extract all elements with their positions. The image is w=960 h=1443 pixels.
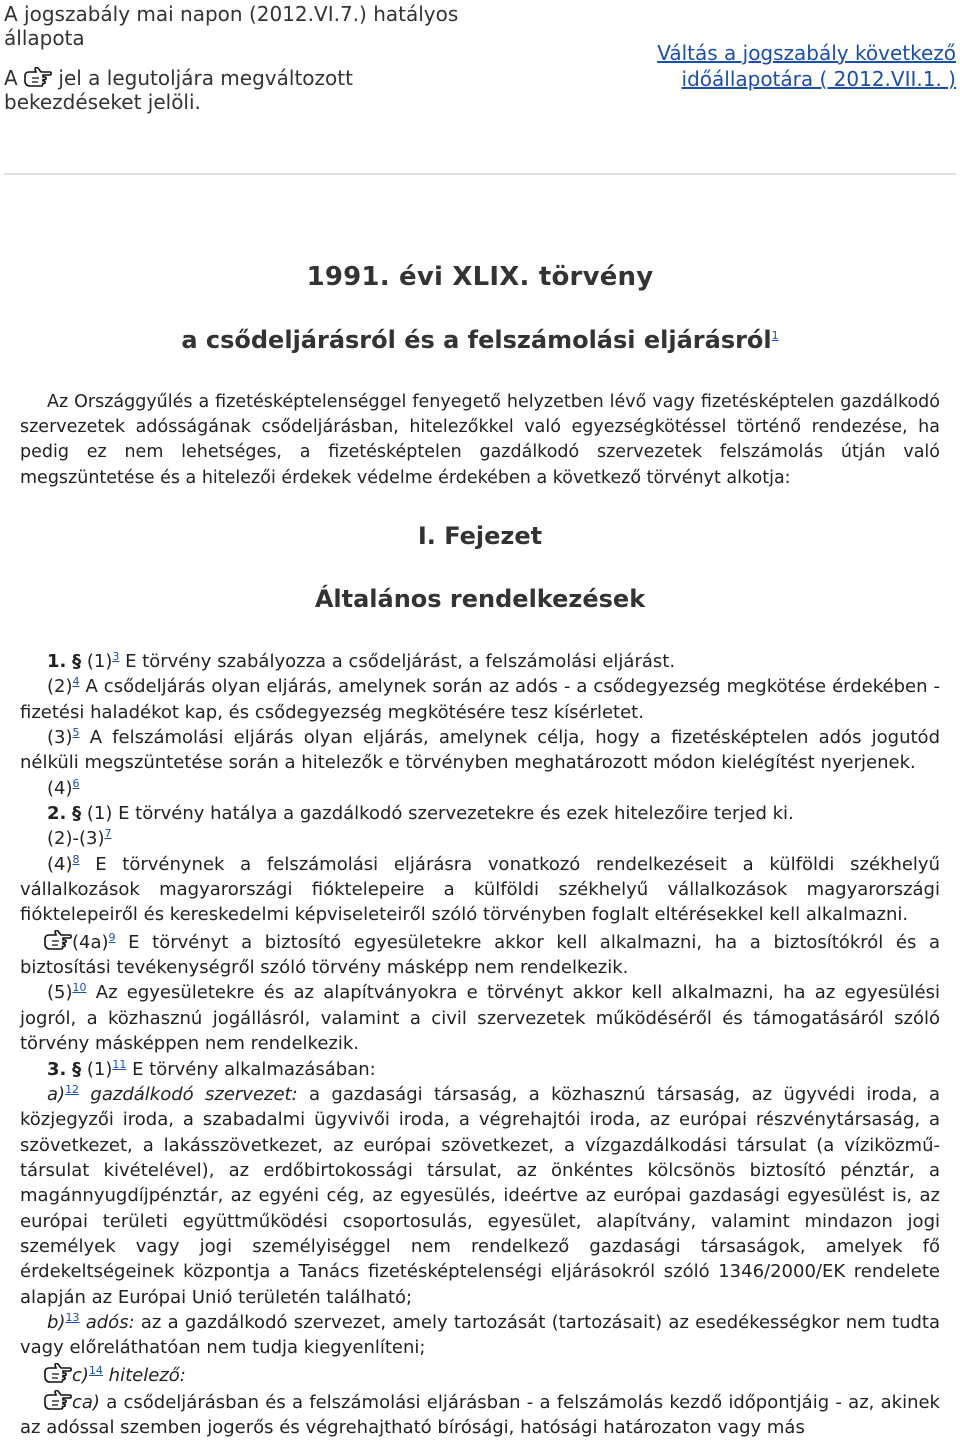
paragraph-text: A felszámolási eljárás olyan eljárás, amelynek célja, hogy a fizetésképtelen adós jogutód nélküli megszüntetése során a hitelezők e törvényben meghatározott módon kielégítést nyerjenek.: [20, 727, 940, 774]
paragraph-3-ca: [20, 1390, 940, 1441]
subsection-label: (1): [86, 1058, 113, 1080]
pointing-hand-icon: [24, 67, 52, 87]
footnote-link[interactable]: 4: [72, 675, 80, 689]
header-divider: [4, 173, 956, 175]
paragraph-1-3: [20, 725, 940, 776]
state-notice: [4, 2, 474, 114]
subsection-label: (2): [47, 676, 73, 698]
paragraph-3-a: [20, 1082, 940, 1310]
next-state-container: [526, 40, 956, 92]
pointing-hand-icon: [44, 930, 72, 950]
paragraph-text: (1) E törvény hatálya a gazdálkodó szervezetekre és ezek hitelezőire terjed ki.: [86, 803, 794, 825]
paragraph-1-2: [20, 674, 940, 725]
paragraph-3-c: [20, 1363, 940, 1388]
section-sign: §: [72, 803, 82, 825]
paragraph-text: E törvénynek a felszámolási eljárásra vonatkozó rendelkezéseit a külföldi székhelyű vállalkozások magyarországi fióktelepeire a külföldi székhelyű vállalkozások magyarországi fióktelepeiről és kereskedelmi képviseleteiről szóló törvényben foglalt eltérésekkel kell alkalmazni.: [20, 853, 940, 926]
paragraph-2-2-3: [20, 826, 940, 851]
paragraph-2-5: [20, 980, 940, 1056]
paragraph-text: A csődeljárás olyan eljárás, amelynek során az adós - a csődegyezség megkötése érdekében - fizetési haladékot kap, és csődegyezség megkötésére tesz kísérletet.: [20, 676, 940, 723]
paragraph-text: E törvényt a biztosító egyesületekre akkor kell alkalmazni, ha a biztosítókról és a biztosítási tevékenységről szóló törvény másképp nem rendelkezik.: [20, 931, 940, 979]
section-number: 3.: [47, 1058, 67, 1080]
state-text: A jogszabály mai napon (2012.VI.7.) hatályos állapota: [4, 2, 459, 50]
point-label: c): [72, 1364, 89, 1386]
footnote-link[interactable]: 13: [65, 1310, 80, 1324]
marker-legend: [4, 66, 474, 114]
subsection-label: (5): [47, 982, 73, 1004]
marker-suffix: jel a legutoljára megváltozott bekezdéseket jelöli.: [4, 66, 353, 114]
paragraph-text: E törvény alkalmazásában:: [132, 1058, 376, 1080]
subsection-label: (4a): [72, 931, 109, 953]
subsection-label: (2)-(3): [47, 828, 105, 850]
footnote-link[interactable]: 7: [104, 827, 112, 841]
pointing-hand-icon: [44, 1363, 72, 1383]
paragraph-text: az a gazdálkodó szervezet, amely tartozását (tartozásait) az esedékességkor nem tudta vagy előreláthatóan nem tudja kiegyenlíteni;: [20, 1311, 940, 1359]
subsection-label: (4): [47, 853, 73, 875]
footnote-link[interactable]: 8: [72, 852, 80, 866]
paragraph-2-4a: [20, 930, 940, 981]
paragraph-text: E törvény szabályozza a csődeljárást, a felszámolási eljárást.: [125, 651, 676, 672]
footnote-link[interactable]: 10: [72, 981, 87, 995]
paragraph-text: Az egyesületekre és az alapítványokra e törvényt akkor kell alkalmazni, ha az egyesülési jogról, a közhasznú jogállásról, valamint a civil szervezetek működéséről és támogatásáról szóló törvény másképpen nem rendelkezik.: [20, 982, 940, 1055]
paragraph-3-1: [20, 1057, 940, 1082]
document-title: 1991. évi XLIX. törvény: [306, 262, 654, 292]
defined-term: adós:: [85, 1311, 135, 1333]
paragraph-2-4: [20, 852, 940, 928]
footnote-link[interactable]: 3: [112, 650, 120, 663]
subsection-label: (1): [86, 651, 113, 672]
pointing-hand-icon: [44, 1390, 72, 1410]
chapter-title: Általános rendelkezések: [314, 585, 646, 613]
footnote-link[interactable]: 14: [88, 1363, 103, 1377]
preamble: [20, 390, 940, 491]
preamble-text: Az Országgyűlés a fizetésképtelenséggel fenyegető helyzetben lévő vagy fizetésképtelen gazdálkodó szervezetek adósságának csődeljárásban, hitelezőkkel való egyezségkötéssel történő rendezése, ha pedig ez nem lehetséges, a fizetésképtelen gazdálkodó szervezetek felszámolás útján való megszüntetése és a hitelezői érdekek védelme érdekében a következő törvényt alkotja:: [20, 392, 940, 488]
marker-prefix: A: [4, 66, 18, 90]
section-sign: §: [72, 1058, 82, 1080]
footnote-link[interactable]: 12: [65, 1082, 80, 1096]
subsection-label: (3): [47, 727, 73, 749]
section-number: 2.: [47, 803, 67, 825]
footnote-link[interactable]: 9: [108, 930, 116, 944]
chapter-heading: I. Fejezet: [417, 522, 543, 550]
point-label: ca): [72, 1391, 100, 1413]
document-body: [20, 649, 940, 1441]
footnote-link[interactable]: 5: [72, 726, 80, 740]
paragraph-2-1: [20, 801, 940, 826]
subtitle-text: a csődeljárásról és a felszámolási eljárásról: [181, 326, 772, 354]
footnote-link[interactable]: 1: [771, 329, 779, 342]
subsection-label: (4): [47, 777, 73, 799]
defined-term: gazdálkodó szervezet:: [90, 1083, 298, 1105]
point-label: b): [47, 1311, 66, 1333]
section-sign: §: [72, 651, 82, 672]
footnote-link[interactable]: 6: [72, 776, 80, 790]
footnote-link[interactable]: 11: [112, 1057, 127, 1071]
paragraph-1-4: [20, 776, 940, 801]
paragraph-text: a csődeljárásban és a felszámolási eljárásban - a felszámolás kezdő időpontjáig - az, akinek az adóssal szemben jogerős és végrehajtható bírósági, hatósági határozaton vagy más: [20, 1391, 940, 1439]
next-state-link[interactable]: Váltás a jogszabály következő időállapotára ( 2012.VII.1. ): [657, 41, 956, 91]
document-subtitle: [0, 326, 960, 354]
defined-term: hitelező:: [108, 1364, 186, 1386]
point-label: a): [47, 1083, 66, 1105]
section-number: 1.: [47, 651, 67, 672]
paragraph-text: a gazdasági társaság, a közhasznú társaság, az ügyvédi iroda, a közjegyzői iroda, a szabadalmi ügyvivői iroda, a végrehajtói iroda, az európai részvénytársaság, a szövetkezet, a lakásszövetkezet, az európai szövetkezet, a vízgazdálkodási társulat (a víziközmű-társulat kivételével), az erdőbirtokossági társulat, az önkéntes kölcsönös biztosító pénztár, a magánnyugdíjpénztár, az egyéni cég, az egyesülés, ideértve az európai gazdasági egyesülést is, az európai területi együttműködési csoportosulás, egyesület, alapítvány, valamint mindazon jogi személyek vagy jogi személyiséggel nem rendelkező gazdasági társaságok, amelyek fő érdekeltségeinek központja a Tanács fizetésképtelenségi eljárásokról szóló 1346/2000/EK rendelete alapján az Európai Unió területén található;: [20, 1083, 940, 1308]
paragraph-3-b: [20, 1310, 940, 1361]
paragraph-1-1: [20, 649, 940, 674]
